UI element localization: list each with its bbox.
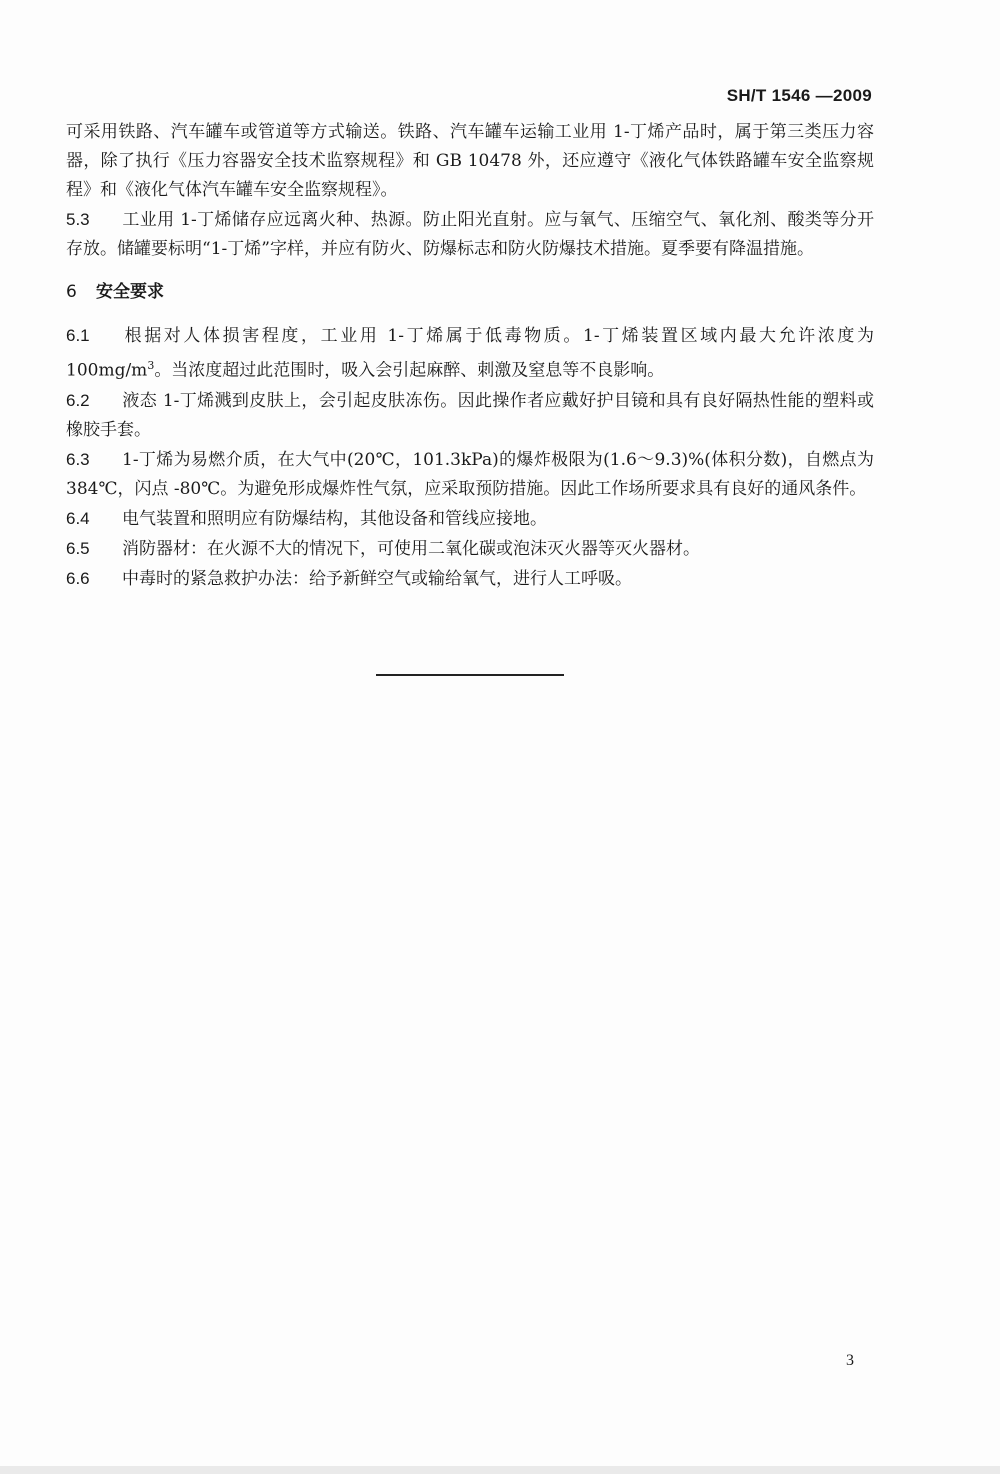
clause-text: 电气装置和照明应有防爆结构，其他设备和管线应接地。 bbox=[122, 508, 547, 529]
clause-5-3 bbox=[66, 205, 874, 264]
page-bottom-edge bbox=[0, 1466, 1000, 1474]
clause-number: 6.4 bbox=[66, 508, 90, 528]
section-number: 6 bbox=[66, 282, 77, 302]
clause-number: 6.6 bbox=[66, 568, 90, 588]
clause-number: 6.1 bbox=[66, 326, 90, 345]
clause-number: 6.2 bbox=[66, 390, 90, 410]
intro-paragraph: 可采用铁路、汽车罐车或管道等方式输送。铁路、汽车罐车运输工业用 1-丁烯产品时，属于第三类压力容器，除了执行《压力容器安全技术监察规程》和 GB 10478 外，还应遵守《液化气体铁路罐车安全监察规程》和《液化气体汽车罐车安全监察规程》。 bbox=[66, 122, 874, 200]
clause-text: 消防器材：在火源不大的情况下，可使用二氧化碳或泡沫灭火器等灭火器材。 bbox=[122, 538, 700, 559]
superscript: 3 bbox=[147, 359, 155, 372]
section-heading bbox=[66, 278, 874, 307]
section-title: 安全要求 bbox=[96, 282, 164, 302]
end-of-document-rule bbox=[376, 674, 564, 676]
standard-code: SH/T 1546 —2009 bbox=[726, 86, 872, 105]
clause-6-2 bbox=[66, 386, 874, 445]
clause-text: 工业用 1-丁烯储存应远离火种、热源。防止阳光直射。应与氧气、压缩空气、氧化剂、酸类等分开存放。储罐要标明“1-丁烯”字样，并应有防火、防爆标志和防火防爆技术措施。夏季要有降温措施。 bbox=[66, 210, 874, 259]
page-content bbox=[66, 118, 874, 594]
clause-6-5 bbox=[66, 534, 874, 564]
clause-6-1 bbox=[66, 321, 874, 386]
clause-6-3 bbox=[66, 445, 874, 504]
clause-text: 液态 1-丁烯溅到皮肤上，会引起皮肤冻伤。因此操作者应戴好护目镜和具有良好隔热性能的塑料或橡胶手套。 bbox=[66, 390, 874, 440]
clause-number: 5.3 bbox=[66, 210, 90, 229]
clause-text: 1-丁烯为易燃介质，在大气中(20℃，101.3kPa)的爆炸极限为(1.6～9.3)%(体积分数)，自燃点为 384℃，闪点 -80℃。为避免形成爆炸性气氛，应采取预防措施。因此工作场所要求具有良好的通风条件。 bbox=[66, 449, 874, 499]
clause-number: 6.3 bbox=[66, 449, 90, 469]
clause-text: 根据对人体损害程度，工业用 1-丁烯属于低毒物质。1-丁烯装置区域内最大允许浓度为 100mg/m bbox=[66, 326, 874, 381]
clause-text: 中毒时的紧急救护办法：给予新鲜空气或输给氧气，进行人工呼吸。 bbox=[122, 568, 632, 589]
clause-6-6 bbox=[66, 564, 874, 594]
clause-6-4 bbox=[66, 504, 874, 534]
clause-number: 6.5 bbox=[66, 538, 90, 558]
page-number: 3 bbox=[846, 1352, 854, 1369]
clause-text-continued: 。当浓度超过此范围时，吸入会引起麻醉、刺激及窒息等不良影响。 bbox=[154, 360, 665, 381]
